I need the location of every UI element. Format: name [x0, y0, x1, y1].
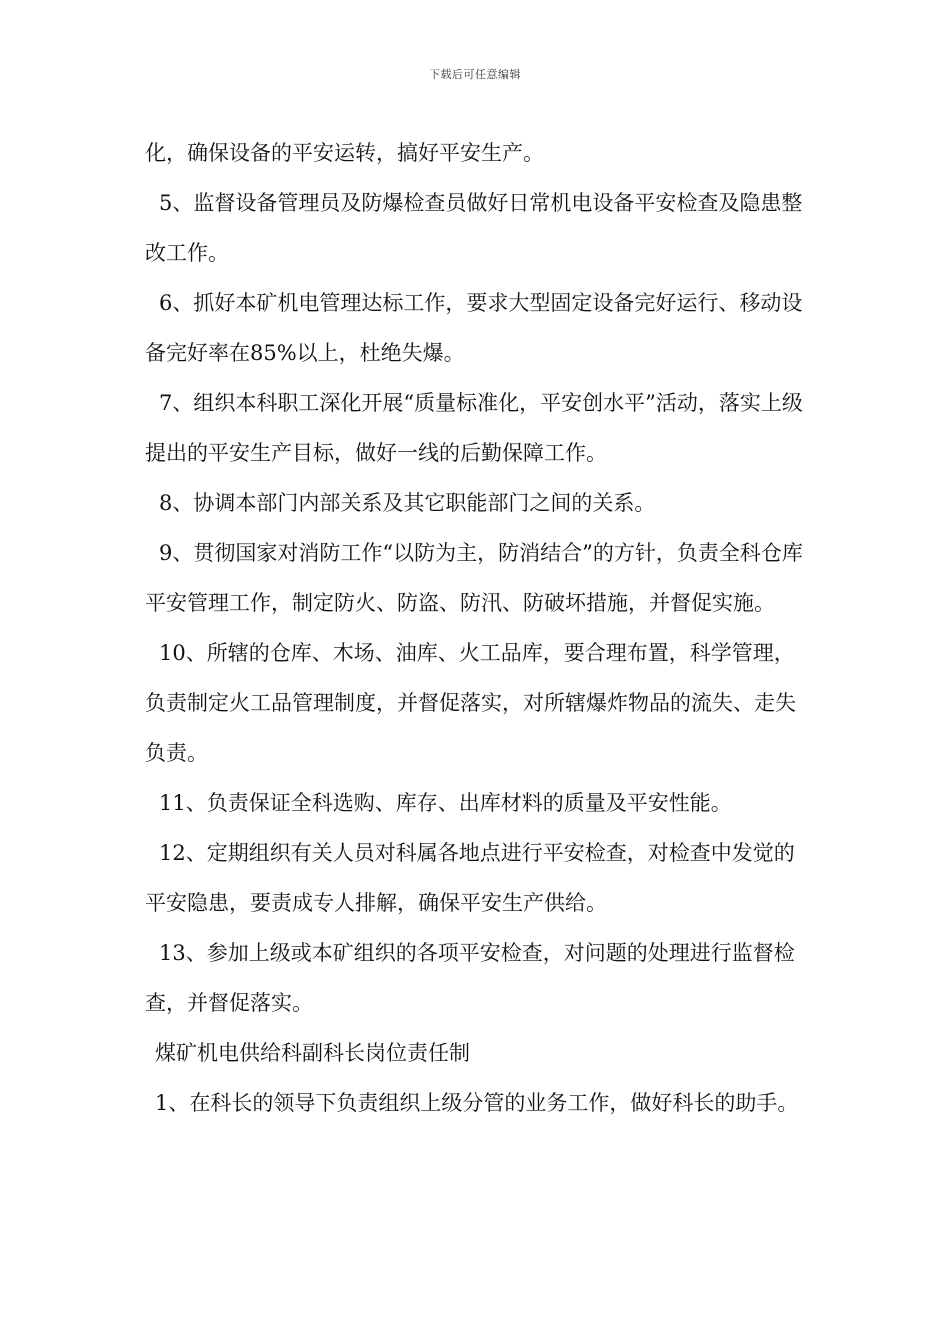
section-heading: 煤矿机电供给科副科长岗位责任制 [155, 1041, 470, 1065]
paragraph: 11、负责保证全科选购、库存、出库材料的质量及平安性能。 [159, 791, 732, 815]
document-body [145, 128, 810, 1128]
page-header: 下载后可任意编辑 [429, 68, 521, 81]
paragraph: 10、所辖的仓库、木场、油库、火工品库，要合理布置，科学管理，负责制定火工品管理制度，并督促落实，对所辖爆炸物品的流失、走失负责。 [145, 641, 796, 765]
paragraph: 5、监督设备管理员及防爆检查员做好日常机电设备平安检查及隐患整改工作。 [145, 191, 803, 265]
paragraph: 9、贯彻国家对消防工作“以防为主，防消结合”的方针，负责全科仓库平安管理工作，制定防火、防盗、防汛、防破坏措施，并督促实施。 [145, 541, 803, 615]
paragraph: 8、协调本部门内部关系及其它职能部门之间的关系。 [159, 491, 656, 515]
paragraph: 1、在科长的领导下负责组织上级分管的业务工作，做好科长的助手。 [155, 1091, 799, 1115]
paragraph: 13、参加上级或本矿组织的各项平安检查，对问题的处理进行监督检查，并督促落实。 [145, 941, 795, 1015]
paragraph: 化，确保设备的平安运转，搞好平安生产。 [145, 141, 544, 165]
paragraph: 6、抓好本矿机电管理达标工作，要求大型固定设备完好运行、移动设备完好率在85%以上，杜绝失爆。 [145, 291, 803, 365]
paragraph: 12、定期组织有关人员对科属各地点进行平安检查，对检查中发觉的平安隐患，要责成专人排解，确保平安生产供给。 [145, 841, 795, 915]
paragraph: 7、组织本科职工深化开展“质量标准化，平安创水平”活动，落实上级提出的平安生产目标，做好一线的后勤保障工作。 [145, 391, 803, 465]
